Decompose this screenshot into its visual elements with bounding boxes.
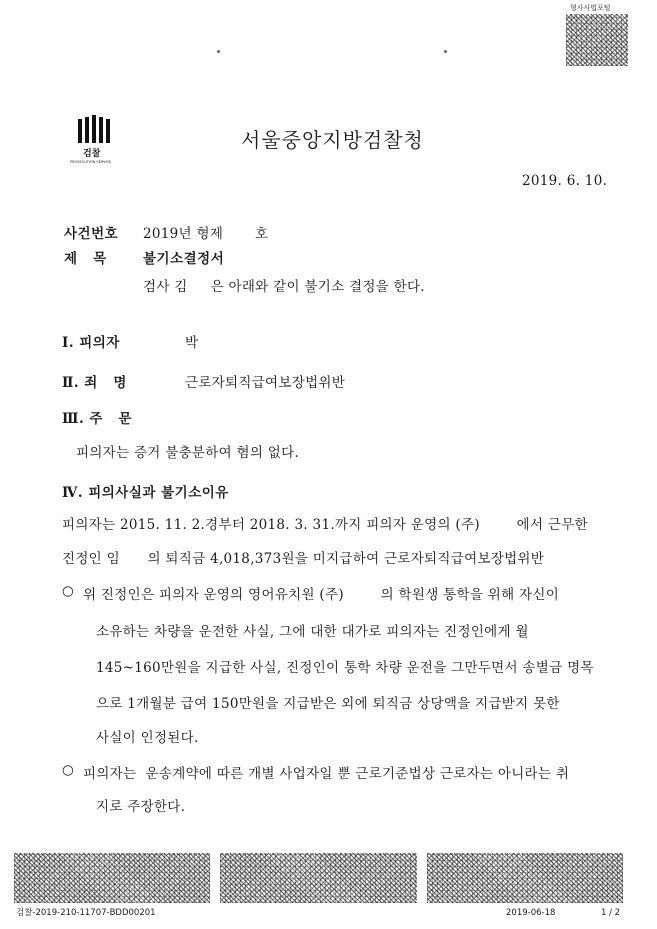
security-pattern — [14, 853, 210, 903]
bullet-marker: ○ — [62, 762, 75, 778]
footer-page: 1 / 2 — [601, 908, 621, 918]
logo-label: 검찰 — [83, 149, 101, 159]
section-charge-value: 근로자퇴직급여보장법위반 — [185, 375, 346, 391]
section-suspect-value: 박 — [185, 335, 199, 351]
bullet-2-line: 피의자는 운송계약에 따른 개별 사업자일 뿐 근로기준법상 근로자는 아니라는 취 — [83, 766, 570, 782]
agency-name: 서울중앙지방검찰청 — [241, 128, 424, 152]
agency-logo — [70, 115, 120, 164]
section-order-label: Ⅲ. 주 문 — [62, 411, 133, 427]
section-charge-label: Ⅱ. 죄 명 — [62, 375, 127, 391]
bullet-marker: ○ — [62, 583, 75, 599]
portal-barcode — [566, 14, 628, 66]
portal-label: 형사사법포털 — [570, 4, 611, 12]
case-number-label: 사건번호 — [64, 226, 119, 242]
section-order-value: 피의자는 증거 불충분하여 혐의 없다. — [76, 445, 300, 461]
case-number-value: 2019년 형제 — [143, 226, 224, 242]
facts-line: 피의자는 2015. 11. 2.경부터 2018. 3. 31.까지 피의자 운영의 (주) 에서 근무한 — [62, 517, 588, 533]
bullet-1-line: 145~160만원을 지급한 사실, 진정인이 통학 차량 운전을 그만두면서 송별금 명목 — [96, 660, 594, 676]
document-date: 2019. 6. 10. — [522, 173, 608, 189]
bullet-1-line: 으로 1개월분 급여 150만원을 지급받은 외에 퇴직금 상당액을 지급받지 못한 — [96, 696, 560, 712]
footer-date: 2019-06-18 — [506, 908, 556, 918]
security-pattern — [220, 853, 417, 903]
logo-subtitle: PROSECUTION SERVICE — [70, 160, 112, 164]
subject-label: 제 목 — [64, 251, 107, 267]
bullet-2-line: 지로 주장한다. — [96, 799, 186, 815]
footer-doc-id: 검찰-2019-210-11707-BDD00201 — [16, 908, 156, 918]
mark-dot — [217, 50, 220, 53]
prosecution-emblem-icon — [76, 115, 116, 143]
security-pattern — [427, 853, 623, 903]
subject-value: 불기소결정서 — [143, 251, 225, 267]
intro-line: 검사 김 은 아래와 같이 불기소 결정을 한다. — [143, 279, 425, 295]
case-number-suffix: 호 — [255, 226, 269, 242]
mark-dot — [444, 50, 447, 53]
bullet-1-line: 소유하는 차량을 운전한 사실, 그에 대한 대가로 피의자는 진정인에게 월 — [96, 624, 529, 640]
facts-line: 진정인 임 의 퇴직금 4,018,373원을 미지급하여 근로자퇴직급여보장법위반 — [62, 551, 545, 567]
bullet-1-line: 위 진정인은 피의자 운영의 영어유치원 (주) 의 학원생 통학을 위해 자신이 — [83, 587, 560, 603]
section-facts-label: Ⅳ. 피의사실과 불기소이유 — [62, 485, 229, 501]
section-suspect-label: Ⅰ. 피의자 — [62, 335, 120, 351]
bullet-1-line: 사실이 인정된다. — [96, 730, 199, 746]
